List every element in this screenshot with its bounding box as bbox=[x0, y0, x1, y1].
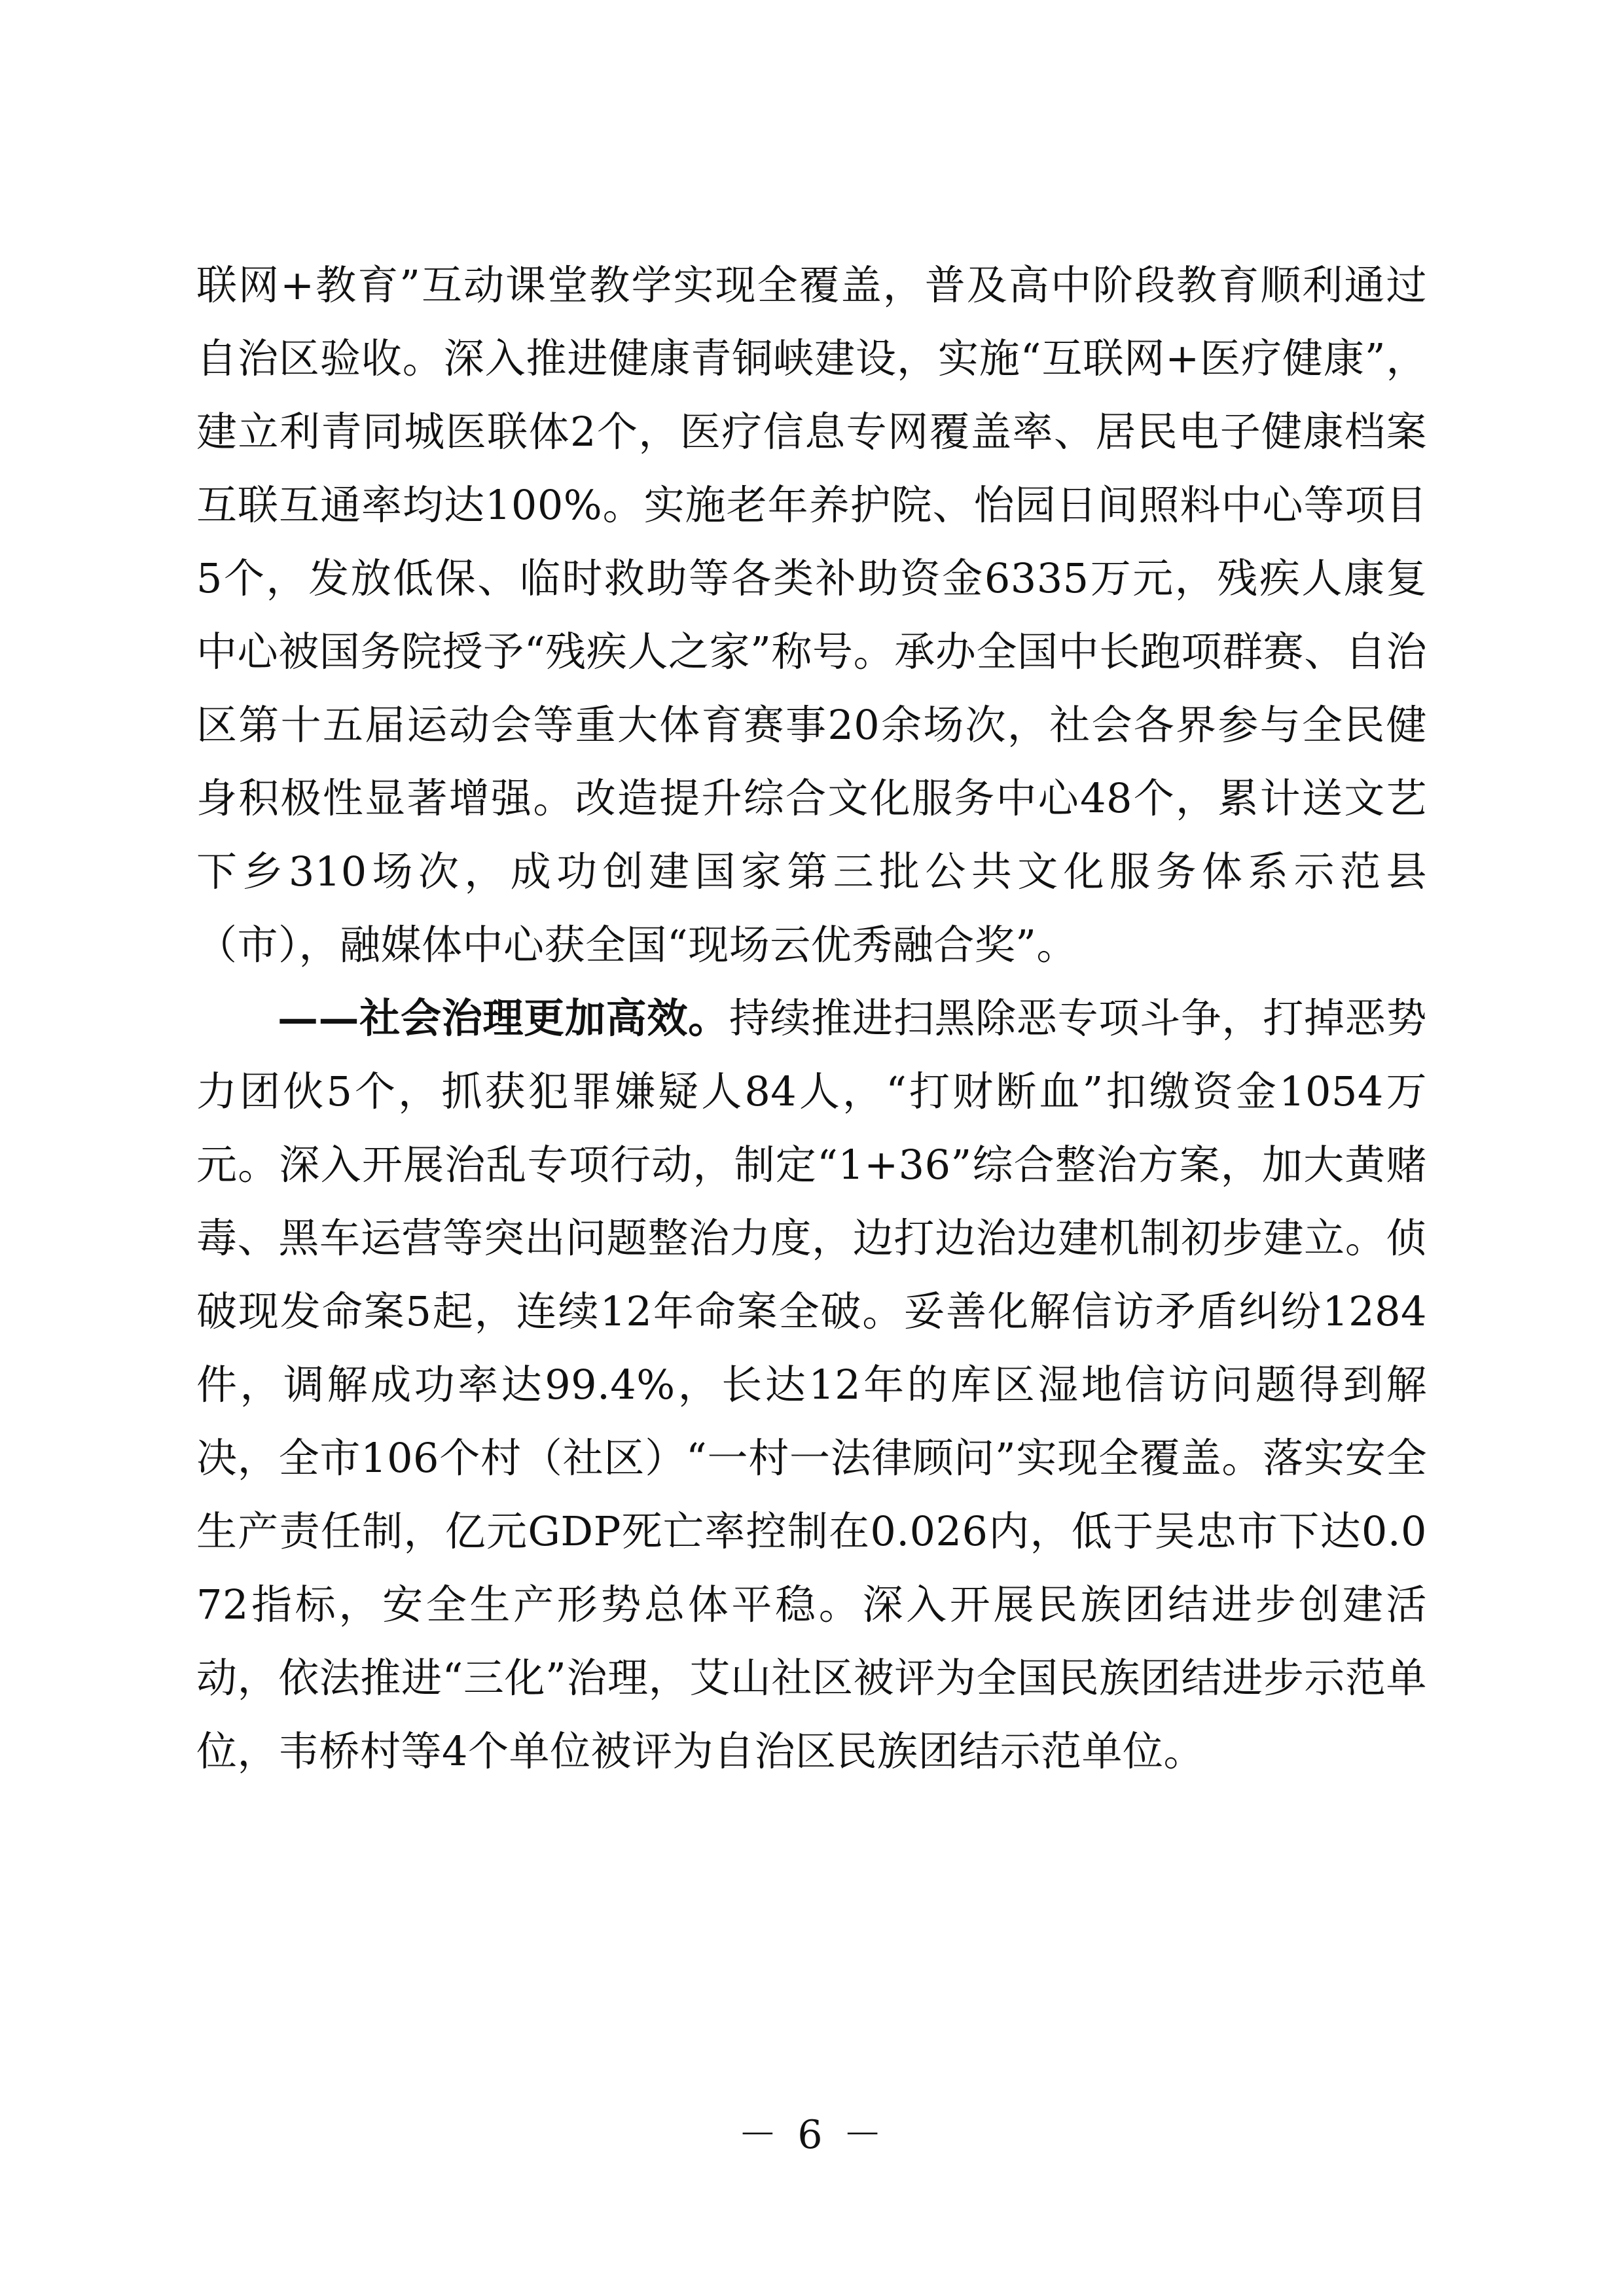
paragraph-education-health-culture bbox=[196, 249, 1427, 982]
paragraph-heading: ——社会治理更加高效。 bbox=[278, 994, 729, 1042]
paragraph-body: 联网+教育”互动课堂教学实现全覆盖，普及高中阶段教育顺利通过自治区验收。深入推进健康青铜峡建设，实施“互联网+医疗健康”，建立利青同城医联体2个，医疗信息专网覆盖率、居民电子健康档案互联互通率均达100%。实施老年养护院、怡园日间照料中心等项目5个，发放低保、临时救助等各类补助资金6335万元，残疾人康复中心被国务院授予“残疾人之家”称号。承办全国中长跑项群赛、自治区第十五届运动会等重大体育赛事20余场次，社会各界参与全民健身积极性显著增强。改造提升综合文化服务中心48个，累计送文艺下乡310场次，成功创建国家第三批公共文化服务体系示范县（市），融媒体中心获全国“现场云优秀融合奖”。 bbox=[196, 261, 1427, 969]
body-text bbox=[196, 249, 1427, 1788]
paragraph-body: 持续推进扫黑除恶专项斗争，打掉恶势力团伙5个，抓获犯罪嫌疑人84人，“打财断血”扣缴资金1054万元。深入开展治乱专项行动，制定“1+36”综合整治方案，加大黄赌毒、黑车运营等突出问题整治力度，边打边治边建机制初步建立。侦破现发命案5起，连续12年命案全破。妥善化解信访矛盾纠纷1284件，调解成功率达99.4%，长达12年的库区湿地信访问题得到解决，全市106个村（社区）“一村一法律顾问”实现全覆盖。落实安全生产责任制，亿元GDP死亡率控制在0.026内，低于吴忠市下达0.072指标，安全生产形势总体平稳。深入开展民族团结进步创建活动，依法推进“三化”治理，艾山社区被评为全国民族团结进步示范单位，韦桥村等4个单位被评为自治区民族团结示范单位。 bbox=[196, 994, 1427, 1775]
paragraph-social-governance bbox=[196, 982, 1427, 1788]
page-number: － 6 － bbox=[738, 2112, 886, 2158]
